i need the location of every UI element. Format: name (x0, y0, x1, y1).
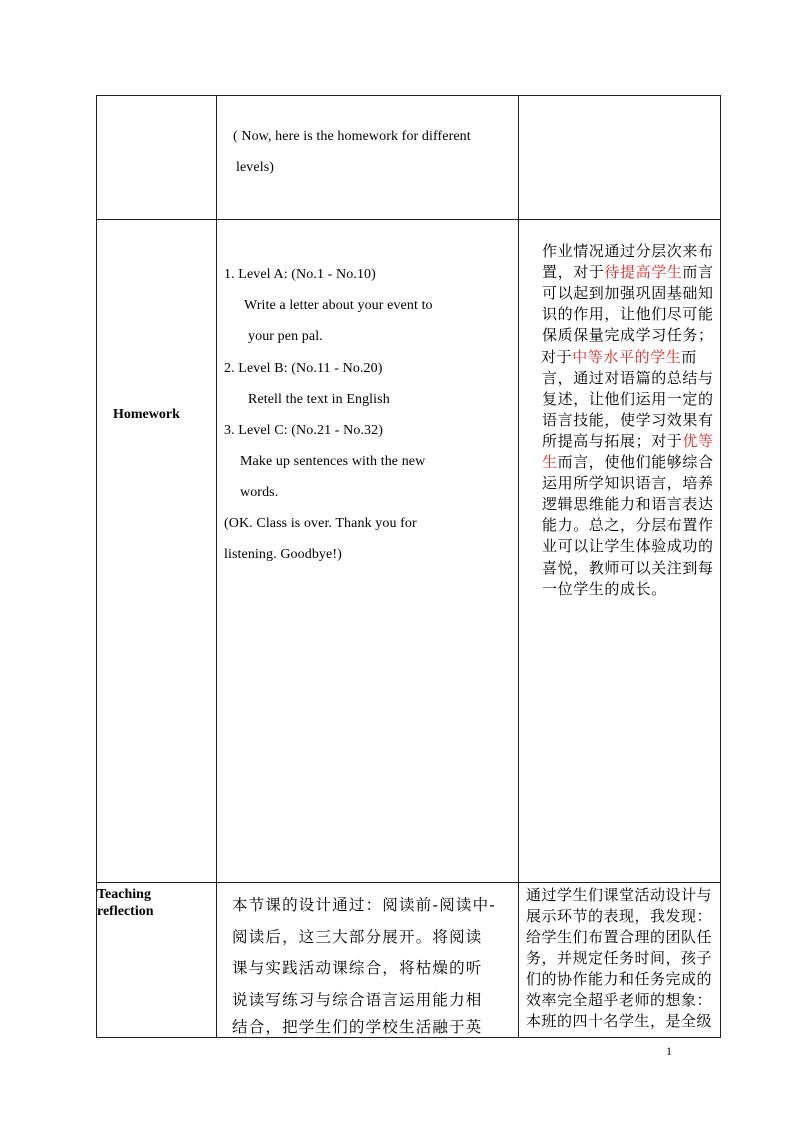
column-divider-2 (518, 95, 519, 1038)
homework-text-line: Retell the text in English (248, 392, 390, 407)
homework-notes-line (542, 536, 714, 557)
note-text: 而 (681, 347, 698, 366)
note-text: 言，通过对语篇的总结与 (542, 368, 714, 387)
note-text: 语言技能，使学习效果有 (542, 410, 714, 429)
note-text: 业可以让学生体验成功的 (542, 537, 714, 556)
homework-text-line: 1. Level A: (No.1 - No.10) (224, 267, 376, 282)
note-text: 所提高与拓展；对于 (542, 431, 683, 450)
row-divider-2 (96, 882, 721, 883)
homework-text-line: 3. Level C: (No.21 - No.32) (224, 423, 384, 438)
note-text: 运用所学知识语言，培养 (542, 474, 714, 493)
homework-label: Homework (113, 407, 180, 422)
homework-text-line: 2. Level B: (No.11 - No.20) (224, 361, 383, 376)
column-divider-1 (216, 95, 217, 1038)
homework-notes-line (542, 452, 714, 473)
note-text: 可以起到加强巩固基础知 (542, 284, 714, 303)
homework-text-line: words. (240, 485, 279, 500)
note-text: 识的作用，让他们尽可能 (542, 305, 714, 324)
reflection-text-line: 结合，把学生们的学校生活融于英 (232, 1018, 483, 1036)
note-text: 而言，使他们能够综合 (557, 453, 714, 471)
reflection-notes-line: 给学生们布置合理的团队任 (526, 928, 713, 946)
reflection-text-line: 说读写练习与综合语言运用能力相 (232, 991, 483, 1009)
note-text: 一位学生的成长。 (542, 579, 667, 598)
highlighted-phrase: 生 (542, 453, 558, 471)
homework-notes-line (542, 304, 714, 325)
row1-text-line: ( Now, here is the homework for different (233, 129, 471, 144)
reflection-text-line: 阅读后，这三大部分展开。将阅读 (232, 928, 483, 946)
page-number: 1 (666, 1044, 672, 1058)
teaching-reflection-label: reflection (97, 904, 154, 919)
reflection-notes-line: 务，并规定任务时间，孩子 (526, 949, 713, 967)
homework-text-line: Make up sentences with the new (240, 454, 426, 469)
reflection-text-line: 本节课的设计通过：阅读前-阅读中- (232, 896, 497, 914)
row1-text-line: levels) (236, 160, 275, 175)
note-text: 喜悦，教师可以关注到每 (542, 558, 714, 577)
reflection-notes-line: 效率完全超乎老师的想象： (526, 991, 713, 1009)
note-text: 对于 (541, 347, 573, 366)
table-top-border (96, 95, 721, 96)
homework-text-line: Write a letter about your event to (244, 298, 433, 313)
reflection-notes-line: 本班的四十名学生，是全级 (526, 1012, 713, 1030)
homework-text-line: (OK. Class is over. Thank you for (224, 516, 417, 531)
homework-notes-line (542, 558, 714, 579)
homework-notes-line (542, 473, 714, 494)
homework-notes-line (542, 262, 714, 283)
note-text: 而言 (682, 263, 714, 282)
reflection-notes-line: 通过学生们课堂活动设计与 (526, 886, 713, 904)
note-text: 保质保量完成学习任务； (542, 326, 714, 345)
homework-text-line: your pen pal. (248, 329, 323, 344)
note-text: 逻辑思维能力和语言表达 (542, 495, 714, 514)
note-text: 复述，让他们运用一定的 (542, 389, 714, 408)
homework-text-line: listening. Goodbye!) (224, 547, 342, 562)
reflection-text-line: 课与实践活动课综合，将枯燥的听 (232, 959, 483, 977)
homework-notes-line (542, 389, 714, 410)
highlighted-phrase: 待提高学生 (604, 263, 683, 282)
homework-notes-line (542, 241, 714, 262)
note-text: 置，对于 (542, 263, 605, 282)
note-text: 作业情况通过分层次来布 (542, 242, 714, 260)
homework-notes-line (542, 410, 714, 431)
homework-notes-line (542, 579, 667, 600)
homework-notes-line (542, 283, 714, 304)
homework-notes-line (542, 494, 714, 515)
highlighted-phrase: 优等 (682, 431, 714, 450)
teaching-reflection-label: Teaching (97, 887, 151, 902)
homework-notes-line (541, 347, 697, 368)
homework-notes-line (542, 325, 714, 346)
row-divider-1 (96, 219, 721, 220)
homework-notes-line (542, 431, 714, 452)
reflection-notes-line: 们的协作能力和任务完成的 (526, 970, 713, 988)
table-right-border (720, 95, 721, 1038)
homework-notes-line (542, 515, 714, 536)
highlighted-phrase: 中等水平的学生 (572, 347, 682, 366)
reflection-notes-line: 展示环节的表现，我发现： (526, 907, 713, 925)
note-text: 能力。总之，分层布置作 (542, 516, 714, 535)
homework-notes-line (542, 368, 714, 389)
